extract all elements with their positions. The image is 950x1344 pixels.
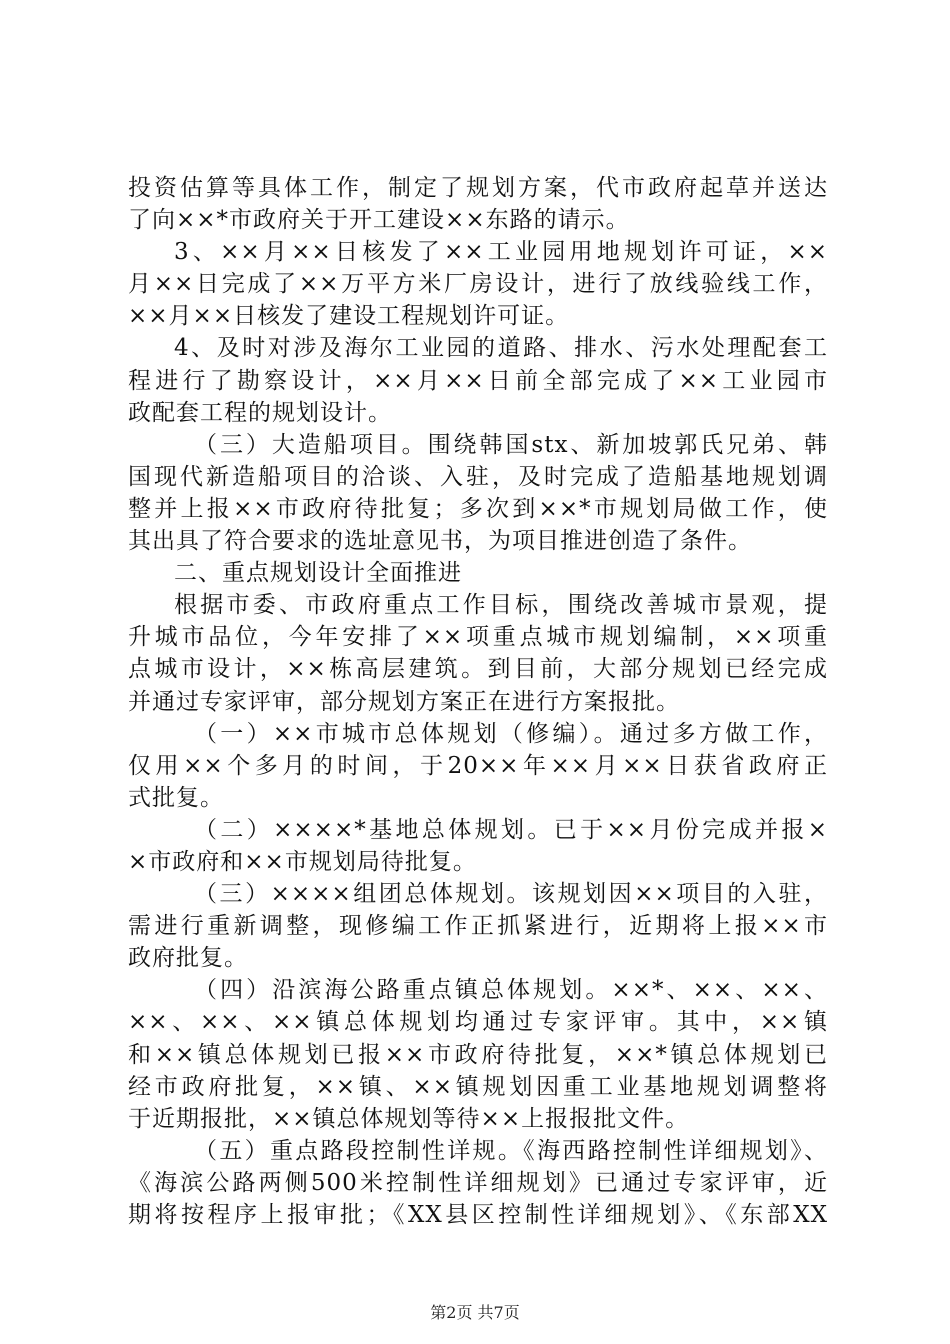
- text-line: ×市政府和××市规划局待批复。: [128, 848, 477, 875]
- text-line: 于近期报批，××镇总体规划等待××上报报批文件。: [128, 1105, 690, 1132]
- text-line: （一）××市城市总体规划（修编）。通过多方做工作，: [194, 720, 828, 747]
- text-line: 了向××*市政府关于开工建设××东路的请示。: [128, 207, 630, 234]
- text-line: 根据市委、市政府重点工作目标，围绕改善城市景观，提: [174, 592, 828, 619]
- text-line: 政府批复。: [128, 945, 248, 972]
- text-line: ××月××日核发了建设工程规划许可证。: [128, 303, 570, 330]
- text-line: （四）沿滨海公路重点镇总体规划。××*、××、××、: [194, 977, 828, 1004]
- text-line: 式批复。: [128, 784, 224, 811]
- text-line: 政配套工程的规划设计。: [128, 399, 392, 426]
- text-line: 其出具了符合要求的选址意见书，为项目推进创造了条件。: [128, 528, 752, 555]
- text-line: 投资估算等具体工作，制定了规划方案，代市政府起草并送达: [128, 175, 828, 201]
- text-line: （三）大造船项目。围绕韩国stx、新加坡郭氏兄弟、韩: [194, 431, 828, 458]
- text-line: 期将按程序上报审批；《XX县区控制性详细规划》、《东部XX: [128, 1202, 828, 1228]
- text-line: 月××日完成了××万平方米厂房设计，进行了放线验线工作，: [128, 271, 828, 298]
- text-line: 整并上报××市政府待批复；多次到××*市规划局做工作，使: [128, 495, 828, 522]
- text-line: 并通过专家评审，部分规划方案正在进行方案报批。: [128, 688, 680, 715]
- text-line: 《海滨公路两侧500米控制性详细规划》已通过专家评审，近: [128, 1169, 828, 1196]
- text-line: 二、重点规划设计全面推进: [174, 560, 462, 587]
- text-line: 经市政府批复，××镇、××镇规划因重工业基地规划调整将: [128, 1073, 828, 1100]
- page-footer: 第2页 共7页: [430, 1303, 520, 1322]
- text-line: 需进行重新调整，现修编工作正抓紧进行，近期将上报××市: [128, 913, 828, 940]
- text-line: ××、××、××镇总体规划均通过专家评审。其中，××镇: [128, 1009, 828, 1036]
- text-line: （三）××××组团总体规划。该规划因××项目的入驻，: [194, 881, 828, 908]
- text-line: 3、××月××日核发了××工业园用地规划许可证，××: [174, 239, 828, 266]
- text-line: 升城市品位，今年安排了××项重点城市规划编制，××项重: [128, 624, 828, 651]
- text-line: （二）××××*基地总体规划。已于××月份完成并报×: [194, 816, 828, 843]
- text-line: 点城市设计，××栋高层建筑。到目前，大部分规划已经完成: [128, 656, 828, 683]
- text-line: 仅用××个多月的时间，于20××年××月××日获省政府正: [128, 752, 828, 779]
- text-line: 程进行了勘察设计，××月××日前全部完成了××工业园市: [128, 367, 828, 394]
- document-body: [128, 172, 828, 1231]
- text-line: 4、及时对涉及海尔工业园的道路、排水、污水处理配套工: [174, 335, 828, 362]
- text-line: 和××镇总体规划已报××市政府待批复，××*镇总体规划已: [128, 1041, 828, 1068]
- text-line: （五）重点路段控制性详规。《海西路控制性详细规划》、: [194, 1137, 828, 1164]
- text-line: 国现代新造船项目的洽谈、入驻，及时完成了造船基地规划调: [128, 463, 828, 490]
